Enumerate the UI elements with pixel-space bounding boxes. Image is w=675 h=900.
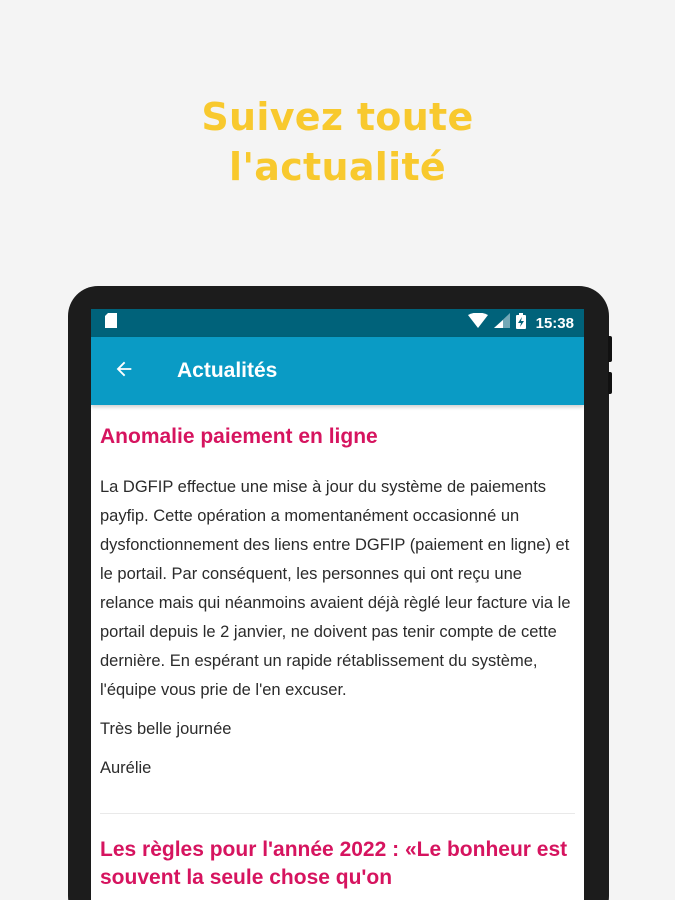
battery-charging-icon	[516, 313, 526, 334]
signal-icon	[494, 313, 510, 333]
news-article[interactable]	[100, 423, 575, 814]
article-signature: Aurélie	[100, 759, 152, 777]
device-screen	[91, 309, 584, 900]
app-bar	[91, 337, 584, 405]
article-title: Les règles pour l'année 2022 : «Le bonheur est souvent la seule chose qu'on	[100, 838, 568, 889]
article-title: Anomalie paiement en ligne	[100, 425, 378, 448]
tablet-side-button	[608, 336, 612, 362]
back-button[interactable]	[91, 337, 157, 405]
page-title: Actualités	[177, 359, 278, 382]
article-greeting: Très belle journée	[100, 720, 232, 738]
article-body	[100, 473, 575, 783]
sd-card-icon	[105, 313, 117, 333]
status-time: 15:38	[535, 314, 574, 332]
tablet-side-button	[608, 372, 612, 394]
promo-line-2: l'actualité	[229, 145, 446, 189]
promo-line-1: Suivez toute	[201, 95, 474, 139]
news-article[interactable]	[100, 814, 575, 900]
news-list	[91, 405, 584, 900]
status-bar	[91, 309, 584, 337]
wifi-icon	[468, 313, 488, 333]
arrow-left-icon	[113, 358, 135, 385]
promo-headline	[0, 92, 675, 192]
article-paragraph: La DGFIP effectue une mise à jour du système de paiements payfip. Cette opération a momentanément occasionné un dysfonctionnement des liens entre DGFIP (paiement en ligne) et le portail. Par conséquent, les personnes qui ont reçu une relance mais qui néanmoins avaient déjà règlé leur facture via le portail depuis le 2 janvier, ne doivent pas tenir compte de cette dernière. En espérant un rapide rétablissement du système, l'équipe vous prie de l'en excuser.	[100, 478, 571, 699]
